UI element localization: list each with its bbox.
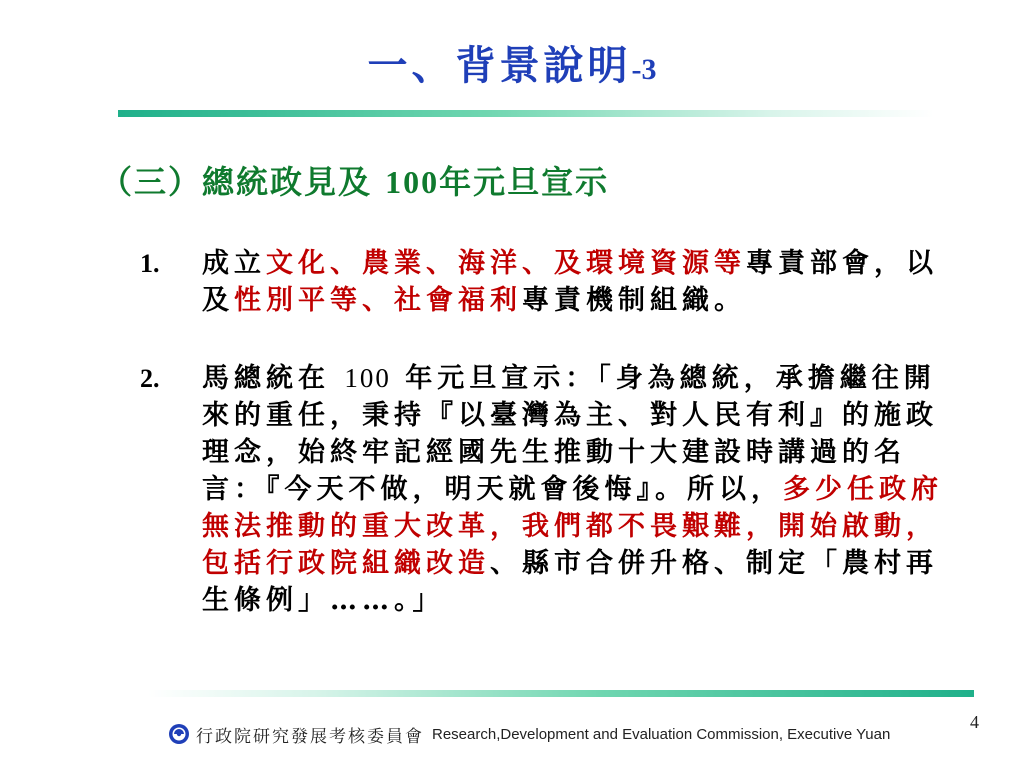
item2-text-1: 馬總統在 <box>202 363 345 394</box>
subheading-suffix: 年元旦宣示 <box>439 163 610 201</box>
item2-text-3: 、縣市合併升格、制定「農村再生條例」……。」 <box>202 548 938 616</box>
rdec-logo-icon <box>168 723 190 745</box>
list-item-2 <box>140 360 970 619</box>
footer-org-chinese: 行政院研究發展考核委員會 <box>196 726 424 747</box>
item1-text-2: 專責部會，以及 <box>202 248 938 316</box>
subheading-number: 100 <box>385 164 440 200</box>
item1-highlight-2: 性別平等、社會福利 <box>234 285 522 316</box>
section-subheading <box>100 160 609 204</box>
item1-text-3: 專責機制組織。 <box>522 285 746 316</box>
list-item-number: 2. <box>140 364 160 393</box>
list-item-body <box>202 360 962 619</box>
subheading-prefix: （三）總統政見及 <box>100 163 386 201</box>
list-item-number: 1. <box>140 249 160 278</box>
slide-title-main: 一、背景說明 <box>367 42 632 89</box>
item1-text-1: 成立 <box>202 248 266 279</box>
item2-highlight-1: 多少任政府無法推動的重大改革，我們都不畏艱難，開始啟動，包括行政院組織改造 <box>202 474 943 579</box>
footer <box>168 722 890 746</box>
item2-text-2: 年元旦宣示：「身為總統，承擔繼往開來的重任，秉持『以臺灣為主、對人民有利』的施政理念，始終牢記經國先生推動十大建設時講過的名言：『今天不做，明天就會後悔』。所以， <box>202 363 938 505</box>
footer-org-english: Research,Development and Evaluation Commission, Executive Yuan <box>432 725 891 743</box>
item1-highlight-1: 文化、農業、海洋、及環境資源等 <box>266 248 746 279</box>
page-number: 4 <box>970 712 979 732</box>
list-item-1 <box>140 245 970 319</box>
list-item-body <box>202 245 962 319</box>
slide-title-suffix: -3 <box>631 53 657 86</box>
item2-year: 100 <box>344 363 391 393</box>
slide-title <box>0 38 1024 98</box>
top-divider-bar <box>118 110 934 117</box>
bottom-divider-bar <box>148 690 974 697</box>
